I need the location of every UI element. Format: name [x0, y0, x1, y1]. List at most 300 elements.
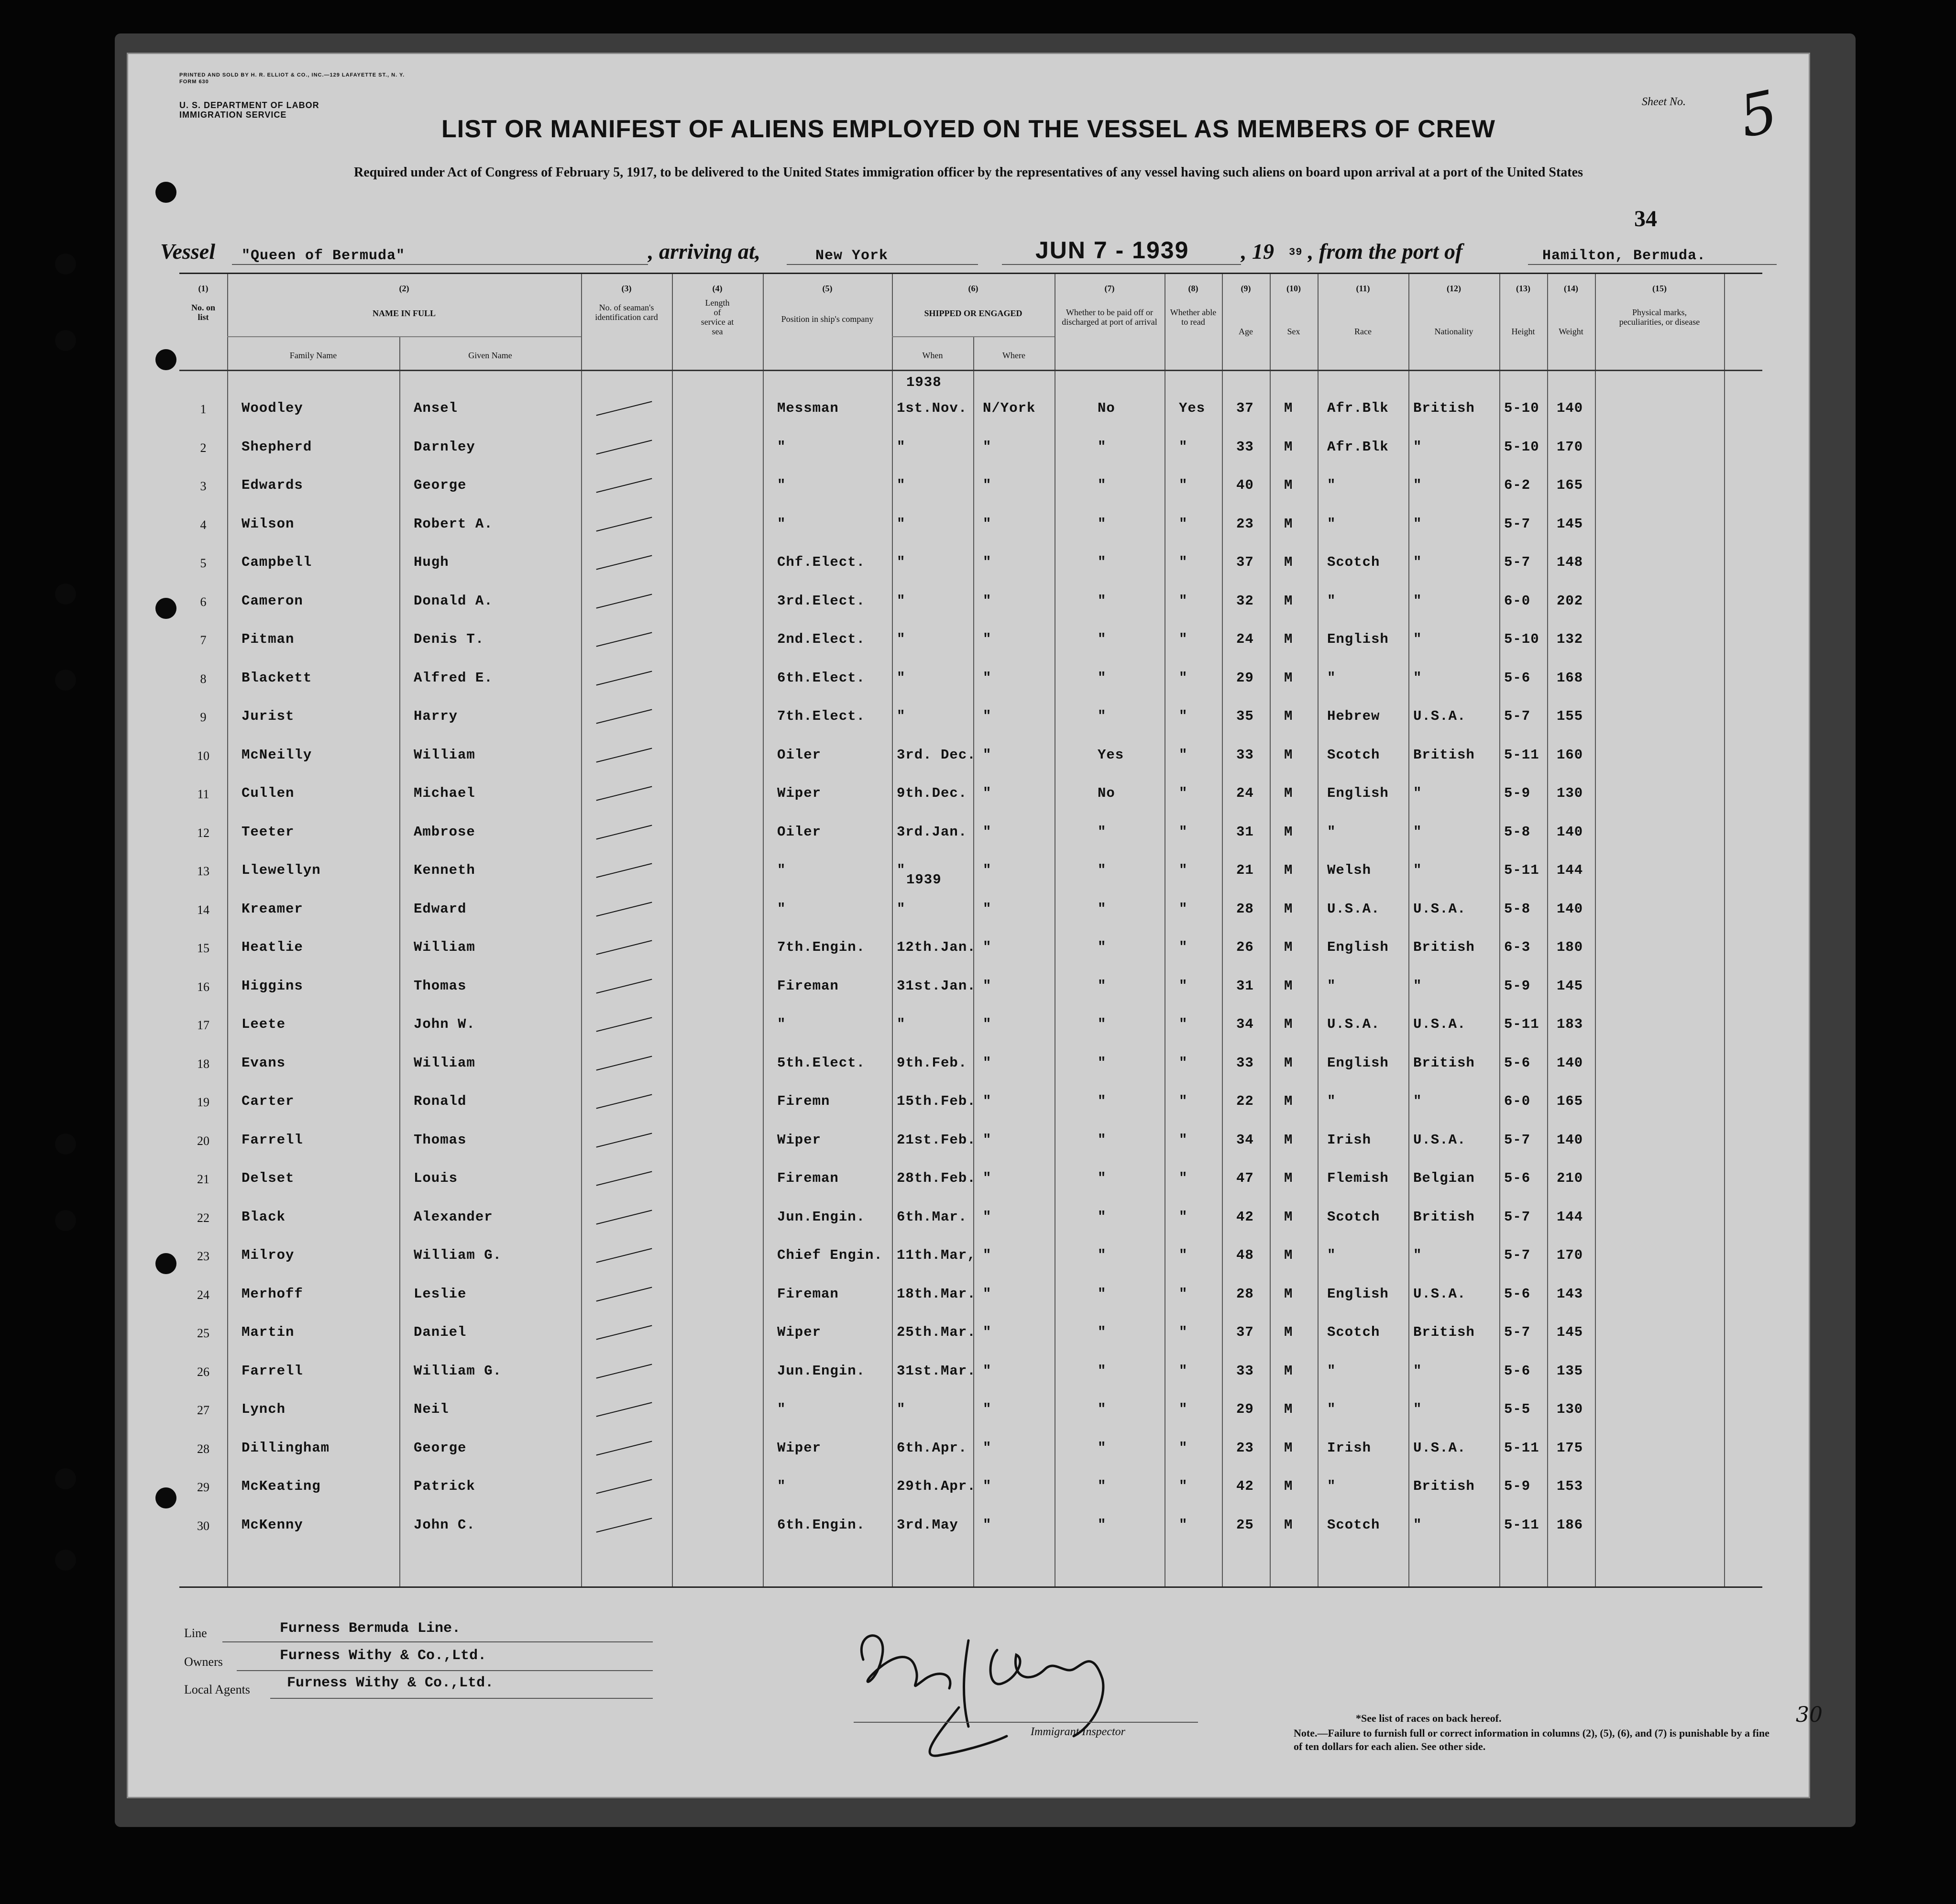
year-suffix: 39 [1289, 246, 1303, 258]
shipped-when-cell: " [897, 631, 906, 647]
col-2-header: NAME IN FULL [372, 308, 436, 318]
age-cell: 28 [1236, 901, 1254, 917]
race-cell: " [1327, 477, 1336, 493]
races-footnote: *See list of races on back hereof. [1356, 1712, 1502, 1724]
paid-off-cell: " [1098, 978, 1107, 994]
owners-value: Furness Withy & Co.,Ltd. [280, 1648, 487, 1664]
able-to-read-cell: " [1179, 1016, 1188, 1032]
family-name-cell: Farrell [242, 1363, 303, 1379]
id-card-tick [596, 1479, 652, 1494]
page-title: LIST OR MANIFEST OF ALIENS EMPLOYED ON THE VESSEL AS MEMBERS OF CREW [441, 115, 1495, 143]
nationality-cell: U.S.A. [1413, 1132, 1466, 1148]
id-card-tick [596, 979, 652, 993]
age-cell: 21 [1236, 862, 1254, 878]
position-cell: " [777, 1478, 786, 1494]
row-number: 11 [197, 787, 209, 801]
row-number: 12 [197, 825, 209, 840]
given-name-cell: Daniel [414, 1324, 467, 1340]
family-name-cell: Dillingham [242, 1440, 330, 1456]
shipped-when-cell: 3rd.May [897, 1517, 958, 1533]
height-cell: 5-11 [1504, 862, 1539, 878]
id-card-tick [596, 632, 652, 647]
shipped-where-cell: " [983, 1324, 992, 1340]
able-to-read-cell: " [1179, 1324, 1188, 1340]
family-name-cell: Kreamer [242, 901, 303, 917]
height-cell: 5-7 [1504, 516, 1531, 532]
id-card-tick [596, 440, 652, 454]
position-cell: " [777, 901, 786, 917]
year-mark-1938: 1938 [906, 374, 942, 390]
weight-cell: 170 [1557, 1247, 1583, 1263]
family-name-cell: Blackett [242, 670, 312, 686]
weight-cell: 143 [1557, 1286, 1583, 1302]
position-cell: 2nd.Elect. [777, 631, 866, 647]
given-name-cell: Patrick [414, 1478, 475, 1494]
col-14-number: (14) [1564, 284, 1578, 293]
shipped-where-cell: " [983, 708, 992, 724]
family-name-cell: Merhoff [242, 1286, 303, 1302]
weight-cell: 130 [1557, 1401, 1583, 1417]
height-cell: 5-7 [1504, 1247, 1531, 1263]
id-card-tick [596, 1171, 652, 1186]
page-subtitle: Required under Act of Congress of February 5, 1917, to be delivered to the United States immigration officer by the representatives of any vessel having such aliens on board upon arrival at a port of the United States [354, 165, 1583, 180]
race-cell: English [1327, 631, 1389, 647]
race-cell: Scotch [1327, 1324, 1380, 1340]
given-name-cell: Leslie [414, 1286, 467, 1302]
paid-off-cell: " [1098, 477, 1107, 493]
paid-off-cell: " [1098, 554, 1107, 570]
family-name-cell: Shepherd [242, 439, 312, 455]
position-cell: " [777, 439, 786, 455]
shipped-where-cell: " [983, 939, 992, 955]
col-2a-header: Family Name [289, 351, 337, 360]
row-number: 25 [197, 1326, 209, 1340]
given-name-cell: William [414, 1055, 475, 1071]
family-name-cell: Black [242, 1209, 286, 1225]
position-cell: Messman [777, 400, 839, 416]
position-cell: Jun.Engin. [777, 1209, 866, 1225]
able-to-read-cell: " [1179, 1440, 1188, 1456]
col-1-header: No. on list [191, 303, 216, 322]
paid-off-cell: " [1098, 1440, 1107, 1456]
paid-off-cell: Yes [1098, 747, 1124, 763]
id-card-tick [596, 401, 652, 416]
nationality-cell: " [1413, 1401, 1422, 1417]
row-number: 8 [200, 671, 207, 686]
race-cell: Scotch [1327, 747, 1380, 763]
given-name-cell: Edward [414, 901, 467, 917]
sex-cell: M [1284, 670, 1293, 686]
weight-cell: 165 [1557, 1093, 1583, 1109]
weight-cell: 180 [1557, 939, 1583, 955]
col-8-header: Whether able to read [1170, 308, 1217, 327]
shipped-when-cell: " [897, 901, 906, 917]
nationality-cell: U.S.A. [1413, 1016, 1466, 1032]
id-card-tick [596, 671, 652, 685]
shipped-when-cell: " [897, 593, 906, 609]
given-name-cell: George [414, 1440, 467, 1456]
race-cell: English [1327, 939, 1389, 955]
sex-cell: M [1284, 477, 1293, 493]
paid-off-cell: " [1098, 901, 1107, 917]
col-13-number: (13) [1516, 284, 1530, 293]
height-cell: 5-7 [1504, 708, 1531, 724]
nationality-cell: " [1413, 477, 1422, 493]
able-to-read-cell: " [1179, 901, 1188, 917]
sex-cell: M [1284, 1324, 1293, 1340]
id-card-tick [596, 1287, 652, 1301]
weight-cell: 148 [1557, 554, 1583, 570]
position-cell: Fireman [777, 1286, 839, 1302]
row-number: 19 [197, 1095, 209, 1109]
sex-cell: M [1284, 1055, 1293, 1071]
sex-cell: M [1284, 1363, 1293, 1379]
able-to-read-cell: " [1179, 1363, 1188, 1379]
able-to-read-cell: " [1179, 708, 1188, 724]
sex-cell: M [1284, 593, 1293, 609]
given-name-cell: Neil [414, 1401, 449, 1417]
race-cell: English [1327, 785, 1389, 801]
age-cell: 23 [1236, 516, 1254, 532]
race-cell: " [1327, 1247, 1336, 1263]
height-cell: 5-10 [1504, 631, 1539, 647]
weight-cell: 144 [1557, 1209, 1583, 1225]
family-name-cell: Llewellyn [242, 862, 321, 878]
col-4-number: (4) [712, 284, 723, 293]
shipped-when-cell: 3rd. Dec. [897, 747, 976, 763]
family-name-cell: Farrell [242, 1132, 303, 1148]
shipped-where-cell: " [983, 1132, 992, 1148]
paid-off-cell: " [1098, 1517, 1107, 1533]
col-7-header: Whether to be paid off or discharged at port of arrival [1062, 308, 1157, 327]
given-name-cell: Robert A. [414, 516, 493, 532]
nationality-cell: British [1413, 1209, 1475, 1225]
nationality-cell: " [1413, 1363, 1422, 1379]
given-name-cell: William G. [414, 1363, 502, 1379]
paid-off-cell: " [1098, 1478, 1107, 1494]
weight-cell: 140 [1557, 1055, 1583, 1071]
height-cell: 5-10 [1504, 400, 1539, 416]
row-number: 6 [200, 594, 207, 609]
race-cell: Hebrew [1327, 708, 1380, 724]
shipped-where-cell: " [983, 1517, 992, 1533]
age-cell: 33 [1236, 1055, 1254, 1071]
punch-hole [55, 583, 76, 605]
col-13-header: Height [1511, 327, 1535, 336]
shipped-where-cell: " [983, 593, 992, 609]
inspector-signature [844, 1621, 1150, 1765]
age-cell: 35 [1236, 708, 1254, 724]
able-to-read-cell: Yes [1179, 400, 1206, 416]
id-card-tick [596, 1325, 652, 1340]
shipped-when-cell: " [897, 477, 906, 493]
family-name-cell: McNeilly [242, 747, 312, 763]
able-to-read-cell: " [1179, 1170, 1188, 1186]
race-cell: " [1327, 1093, 1336, 1109]
height-cell: 5-5 [1504, 1401, 1531, 1417]
col-3-number: (3) [621, 284, 632, 293]
arriving-label: , arriving at, [648, 239, 761, 264]
id-card-tick [596, 825, 652, 839]
nationality-cell: " [1413, 1093, 1422, 1109]
shipped-when-cell: 6th.Apr. [897, 1440, 967, 1456]
id-card-tick [596, 863, 652, 878]
shipped-where-cell: " [983, 554, 992, 570]
col-9-header: Age [1239, 327, 1253, 336]
family-name-cell: Lynch [242, 1401, 286, 1417]
weight-cell: 145 [1557, 516, 1583, 532]
paid-off-cell: " [1098, 1093, 1107, 1109]
weight-cell: 140 [1557, 901, 1583, 917]
year-prefix: , 19 [1241, 239, 1274, 264]
age-cell: 31 [1236, 978, 1254, 994]
weight-cell: 140 [1557, 400, 1583, 416]
paid-off-cell: " [1098, 1170, 1107, 1186]
col-12-header: Nationality [1434, 327, 1473, 336]
sex-cell: M [1284, 708, 1293, 724]
paid-off-cell: " [1098, 708, 1107, 724]
shipped-when-cell: 9th.Dec. [897, 785, 967, 801]
age-cell: 29 [1236, 670, 1254, 686]
given-name-cell: William [414, 939, 475, 955]
weight-cell: 132 [1557, 631, 1583, 647]
row-number: 29 [197, 1480, 209, 1494]
position-cell: " [777, 1401, 786, 1417]
sex-cell: M [1284, 785, 1293, 801]
race-cell: " [1327, 824, 1336, 840]
family-name-cell: Evans [242, 1055, 286, 1071]
paid-off-cell: " [1098, 862, 1107, 878]
row-number: 26 [197, 1365, 209, 1379]
paid-off-cell: No [1098, 785, 1115, 801]
age-cell: 40 [1236, 477, 1254, 493]
department-heading: U. S. DEPARTMENT OF LABOR IMMIGRATION SERVICE [179, 100, 319, 120]
row-number: 4 [200, 517, 207, 532]
row-number: 28 [197, 1442, 209, 1456]
given-name-cell: Hugh [414, 554, 449, 570]
race-cell: U.S.A. [1327, 901, 1380, 917]
nationality-cell: " [1413, 593, 1422, 609]
line-label: Line [184, 1626, 207, 1640]
able-to-read-cell: " [1179, 978, 1188, 994]
position-cell: " [777, 862, 786, 878]
paid-off-cell: No [1098, 400, 1115, 416]
sex-cell: M [1284, 1093, 1293, 1109]
family-name-cell: Pitman [242, 631, 295, 647]
able-to-read-cell: " [1179, 1478, 1188, 1494]
row-number: 9 [200, 710, 207, 724]
agents-label: Local Agents [184, 1683, 250, 1696]
height-cell: 5-6 [1504, 670, 1531, 686]
sex-cell: M [1284, 1016, 1293, 1032]
family-name-cell: Cameron [242, 593, 303, 609]
shipped-when-cell: 29th.Apr. [897, 1478, 976, 1494]
position-cell: Wiper [777, 1440, 822, 1456]
shipped-when-cell: 28th.Feb. [897, 1170, 976, 1186]
row-number: 15 [197, 941, 209, 955]
position-cell: Wiper [777, 785, 822, 801]
col-7-number: (7) [1104, 284, 1115, 293]
row-number: 5 [200, 556, 207, 570]
able-to-read-cell: " [1179, 1247, 1188, 1263]
able-to-read-cell: " [1179, 554, 1188, 570]
sex-cell: M [1284, 824, 1293, 840]
id-card-tick [596, 517, 652, 531]
nationality-cell: " [1413, 631, 1422, 647]
shipped-when-cell: " [897, 516, 906, 532]
col-10-number: (10) [1286, 284, 1301, 293]
given-name-cell: Kenneth [414, 862, 475, 878]
year-mark-1939: 1939 [906, 872, 942, 888]
sex-cell: M [1284, 978, 1293, 994]
shipped-where-cell: " [983, 1363, 992, 1379]
race-cell: " [1327, 593, 1336, 609]
nationality-cell: " [1413, 862, 1422, 878]
col-5-header: Position in ship's company [781, 314, 874, 324]
age-cell: 37 [1236, 1324, 1254, 1340]
paid-off-cell: " [1098, 1209, 1107, 1225]
height-cell: 5-6 [1504, 1363, 1531, 1379]
shipped-when-cell: 15th.Feb. [897, 1093, 976, 1109]
punch-hole [155, 1253, 176, 1274]
position-cell: 6th.Elect. [777, 670, 866, 686]
shipped-when-cell: 9th.Feb. [897, 1055, 967, 1071]
nationality-cell: " [1413, 785, 1422, 801]
age-cell: 23 [1236, 1440, 1254, 1456]
nationality-cell: " [1413, 1247, 1422, 1263]
shipped-where-cell: " [983, 631, 992, 647]
row-number: 20 [197, 1134, 209, 1148]
arriving-port: New York [815, 248, 889, 264]
sex-cell: M [1284, 516, 1293, 532]
position-cell: Wiper [777, 1324, 822, 1340]
family-name-cell: Jurist [242, 708, 295, 724]
sex-cell: M [1284, 1170, 1293, 1186]
able-to-read-cell: " [1179, 670, 1188, 686]
shipped-when-cell: 3rd.Jan. [897, 824, 967, 840]
shipped-where-cell: " [983, 1286, 992, 1302]
given-name-cell: Denis T. [414, 631, 484, 647]
col-8-number: (8) [1188, 284, 1198, 293]
id-card-tick [596, 940, 652, 955]
punch-hole [55, 1134, 76, 1155]
punch-hole [55, 1210, 76, 1231]
nationality-cell: Belgian [1413, 1170, 1475, 1186]
position-cell: 7th.Elect. [777, 708, 866, 724]
age-cell: 26 [1236, 939, 1254, 955]
sex-cell: M [1284, 1247, 1293, 1263]
paid-off-cell: " [1098, 1016, 1107, 1032]
weight-cell: 170 [1557, 439, 1583, 455]
weight-cell: 140 [1557, 1132, 1583, 1148]
able-to-read-cell: " [1179, 1093, 1188, 1109]
shipped-when-cell: 18th.Mar. [897, 1286, 976, 1302]
vessel-name: "Queen of Bermuda" [242, 248, 406, 264]
id-card-tick [596, 594, 652, 608]
shipped-where-cell: " [983, 862, 992, 878]
shipped-when-cell: " [897, 1016, 906, 1032]
col-11-number: (11) [1356, 284, 1370, 293]
shipped-where-cell: " [983, 516, 992, 532]
paid-off-cell: " [1098, 1286, 1107, 1302]
family-name-cell: Leete [242, 1016, 286, 1032]
height-cell: 6-0 [1504, 593, 1531, 609]
nationality-cell: British [1413, 1324, 1475, 1340]
id-card-tick [596, 1133, 652, 1147]
given-name-cell: Alexander [414, 1209, 493, 1225]
shipped-where-cell: " [983, 785, 992, 801]
able-to-read-cell: " [1179, 439, 1188, 455]
shipped-where-cell: " [983, 1440, 992, 1456]
height-cell: 5-9 [1504, 978, 1531, 994]
nationality-cell: British [1413, 747, 1475, 763]
able-to-read-cell: " [1179, 1209, 1188, 1225]
race-cell: Irish [1327, 1132, 1372, 1148]
paid-off-cell: " [1098, 1401, 1107, 1417]
paid-off-cell: " [1098, 516, 1107, 532]
penalty-note: Note.—Failure to furnish full or correct information in columns (2), (5), (6), and (7) is punishable by a fine of ten dollars for each alien. See other side. [1294, 1727, 1769, 1752]
shipped-where-cell: " [983, 439, 992, 455]
position-cell: Oiler [777, 747, 822, 763]
weight-cell: 155 [1557, 708, 1583, 724]
age-cell: 33 [1236, 1363, 1254, 1379]
id-card-tick [596, 1518, 652, 1532]
shipped-when-cell: " [897, 1401, 906, 1417]
nationality-cell: U.S.A. [1413, 1440, 1466, 1456]
age-cell: 24 [1236, 631, 1254, 647]
family-name-cell: Woodley [242, 400, 303, 416]
row-number: 18 [197, 1057, 209, 1071]
sex-cell: M [1284, 400, 1293, 416]
nationality-cell: " [1413, 1517, 1422, 1533]
position-cell: Chief Engin. [777, 1247, 883, 1263]
family-name-cell: McKeating [242, 1478, 321, 1494]
position-cell: Fireman [777, 978, 839, 994]
age-cell: 48 [1236, 1247, 1254, 1263]
row-number: 21 [197, 1172, 209, 1186]
punch-hole [55, 1550, 76, 1571]
nationality-cell: U.S.A. [1413, 1286, 1466, 1302]
race-cell: English [1327, 1286, 1389, 1302]
punch-hole [55, 670, 76, 691]
race-cell: Welsh [1327, 862, 1372, 878]
family-name-cell: McKenny [242, 1517, 303, 1533]
paid-off-cell: " [1098, 1132, 1107, 1148]
shipped-when-cell: " [897, 862, 906, 878]
from-port: Hamilton, Bermuda. [1542, 248, 1706, 264]
height-cell: 5-11 [1504, 1016, 1539, 1032]
age-cell: 34 [1236, 1016, 1254, 1032]
col-15-number: (15) [1652, 284, 1667, 293]
nationality-cell: British [1413, 1478, 1475, 1494]
weight-cell: 168 [1557, 670, 1583, 686]
nationality-cell: British [1413, 400, 1475, 416]
given-name-cell: Ansel [414, 400, 458, 416]
col-1-number: (1) [198, 284, 209, 293]
sex-cell: M [1284, 1401, 1293, 1417]
col-5-number: (5) [822, 284, 833, 293]
age-cell: 33 [1236, 747, 1254, 763]
shipped-when-cell: " [897, 554, 906, 570]
shipped-where-cell: " [983, 1093, 992, 1109]
agents-value: Furness Withy & Co.,Ltd. [287, 1675, 494, 1691]
age-cell: 32 [1236, 593, 1254, 609]
family-name-cell: Milroy [242, 1247, 295, 1263]
given-name-cell: Darnley [414, 439, 475, 455]
col-6-number: (6) [968, 284, 978, 293]
family-name-cell: Carter [242, 1093, 295, 1109]
col-3-header: No. of seaman's identification card [595, 303, 658, 322]
